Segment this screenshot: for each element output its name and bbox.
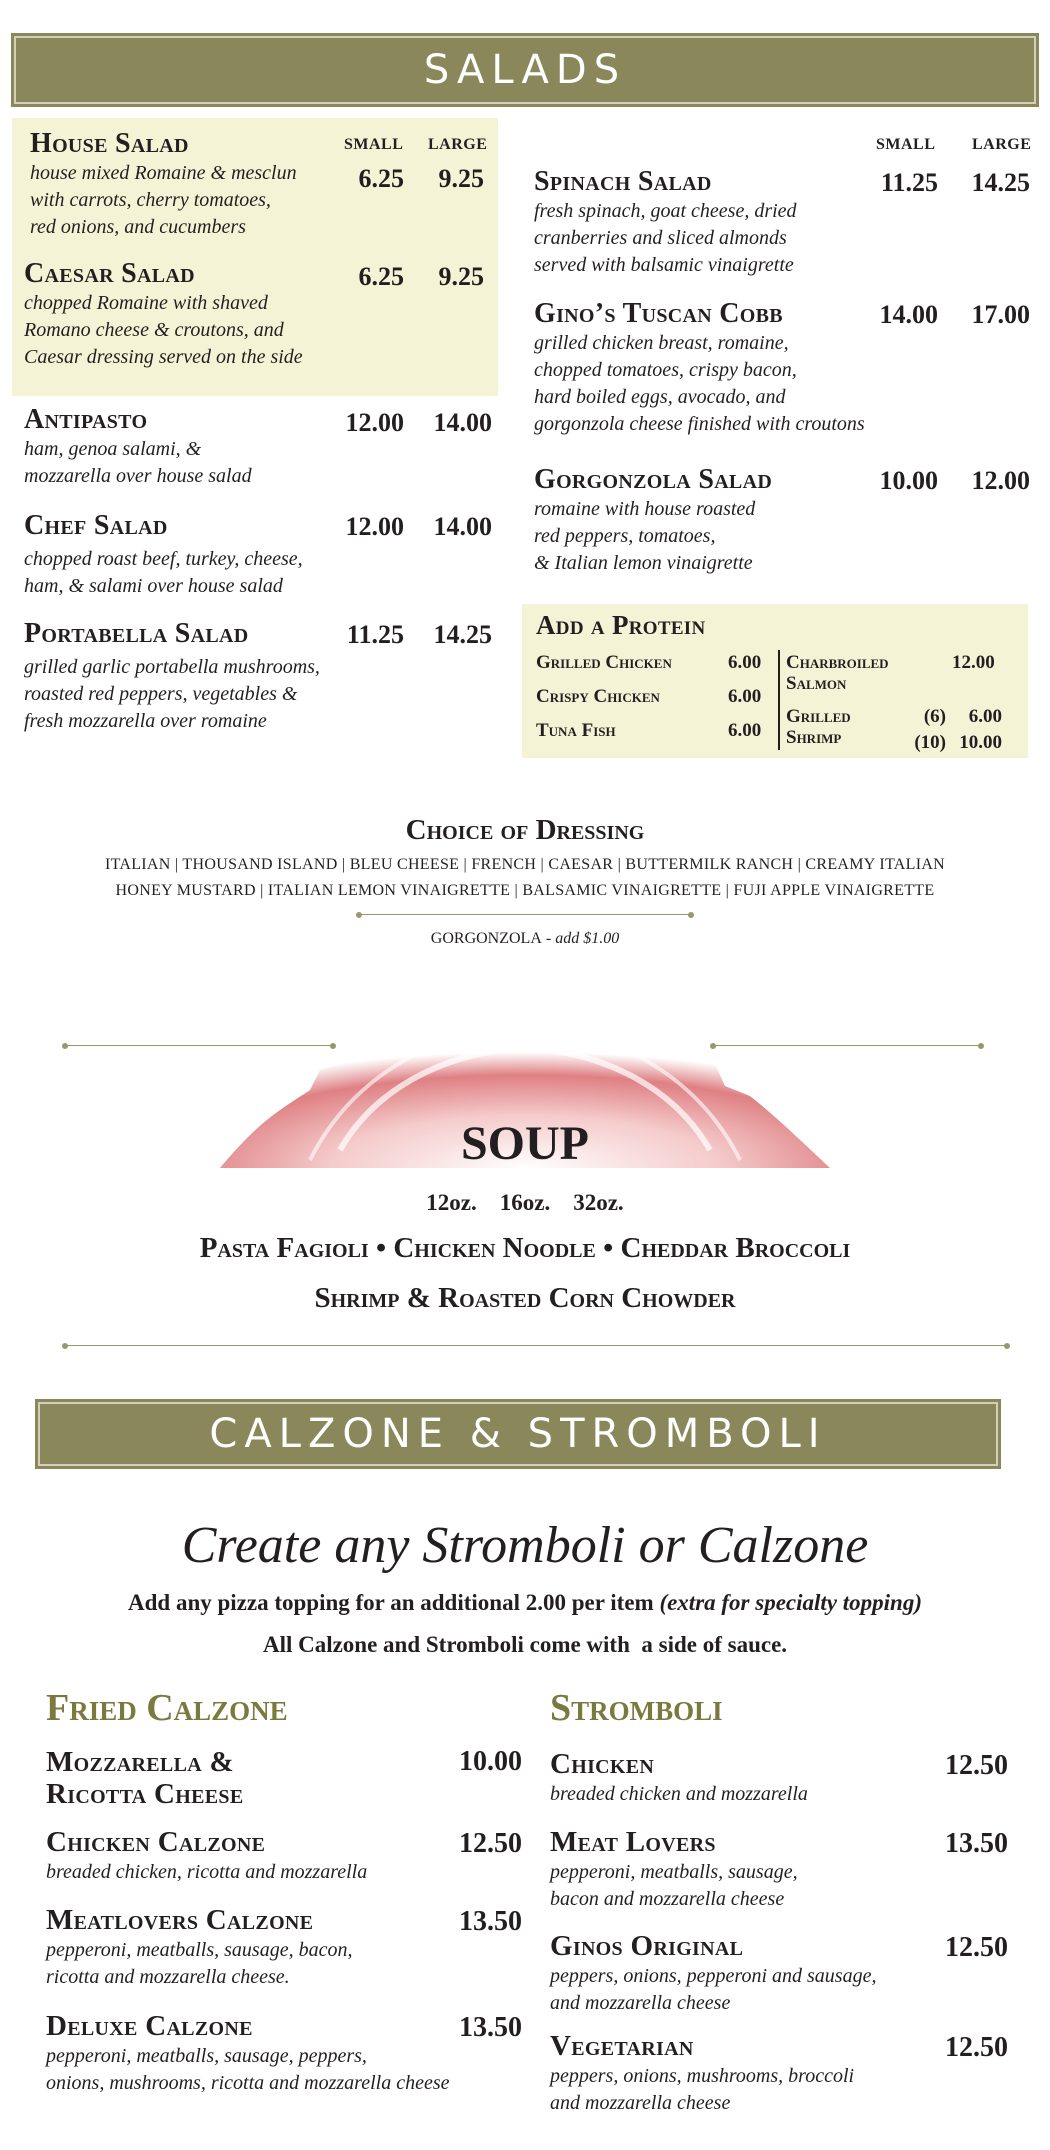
right-large-header: LARGE [972,136,1032,153]
rule-dot [330,1043,336,1049]
soup-bottom-rule [64,1345,1008,1346]
protein-shrimp-price: 10.00 [959,732,1002,753]
calzone-headline: Create any Stromboli or Calzone [181,1517,869,1574]
salad-price-small: 6.25 [358,262,404,291]
salad-price-small: 6.25 [358,164,404,193]
soup-left-rule [64,1045,334,1046]
calzone-desc: pepperoni, meatballs, sausage, peppers, onions, mushrooms, ricotta and mozzarella cheese [46,2045,450,2094]
calzone-note-2: All Calzone and Stromboli come with a side of sauce. [262,1632,788,1657]
stromboli-desc: breaded chicken and mozzarella [550,1783,808,1805]
salad-desc: grilled chicken breast, romaine, chopped tomatoes, crispy bacon, hard boiled eggs, avocado, and gorgonzola cheese finished with croutons [534,332,865,435]
calzone-note-1: Add any pizza topping for an additional 2.00 per item (extra for specialty topping) [128,1590,922,1615]
left-small-header: SMALL [344,136,404,153]
salad-price-small: 10.00 [879,466,938,495]
calzone-item [46,1826,367,1886]
salad-name: Portabella Salad [24,618,249,649]
salad-desc: romaine with house roasted red peppers, tomatoes, & Italian lemon vinaigrette [534,498,756,574]
salad-price-small: 12.00 [345,408,404,437]
salad-price-small: 11.25 [346,620,404,649]
calzone-name: Meatlovers Calzone [46,1904,314,1936]
soup-line-2: Shrimp & Roasted Corn Chowder [314,1282,736,1314]
protein-shrimp-price: 6.00 [968,706,1002,727]
salad-desc: fresh spinach, goat cheese, dried cranberries and sliced almonds served with balsamic vinaigrette [534,200,797,276]
dressing-extra: GORGONZOLA - add $1.00 [430,930,620,947]
salad-name: Gorgonzola Salad [534,464,773,495]
protein-salmon-name: Charbroiled Salmon [786,652,889,694]
calzone-price: 13.50 [459,2012,522,2043]
salad-desc: chopped Romaine with shaved Romano cheese & croutons, and Caesar dressing served on the side [24,292,303,368]
protein-item-price: 6.00 [728,652,762,673]
calzone-banner-title: CALZONE & STROMBOLI [209,1411,827,1457]
dressing-title: Choice of Dressing [405,814,645,846]
protein-item-price: 6.00 [728,720,762,741]
protein-divider [778,650,780,750]
rule-dot [1004,1343,1010,1349]
salad-name: Caesar Salad [24,258,195,289]
salad-name: Spinach Salad [534,166,712,197]
salad-name: Chef Salad [24,510,168,541]
stromboli-name: Chicken [550,1748,655,1780]
fried-calzone-title: Fried Calzone [46,1687,288,1729]
calzone-desc: breaded chicken, ricotta and mozzarella [46,1861,368,1883]
soup-title: SOUP [460,1117,589,1170]
salad-price-small: 12.00 [345,512,404,541]
salad-price-large: 9.25 [438,262,484,291]
stromboli-desc: peppers, onions, pepperoni and sausage, and mozzarella cheese [550,1965,877,2014]
stromboli-price: 12.50 [945,1932,1008,1963]
protein-shrimp-qty: (10) [914,732,946,753]
protein-salmon-price: 12.00 [952,652,995,673]
salads-banner [14,36,1036,104]
rule-dot [62,1043,68,1049]
dressing-line-1: ITALIAN | THOUSAND ISLAND | BLEU CHEESE | FRENCH | CAESAR | BUTTERMILK RANCH | CREAMY ITALIAN [104,856,946,873]
salad-name: Gino’s Tuscan Cobb [534,298,783,329]
stromboli-price: 12.50 [945,1750,1008,1781]
salad-price-large: 17.00 [971,300,1030,329]
stromboli-name: Meat Lovers [550,1826,716,1858]
salad-desc: grilled garlic portabella mushrooms, roasted red peppers, vegetables & fresh mozzarella over romaine [24,656,320,732]
stromboli-price: 12.50 [945,2032,1008,2063]
stromboli-item [550,2030,854,2117]
salad-price-small: 14.00 [879,300,938,329]
stromboli-item [550,1748,808,1808]
calzone-price: 12.50 [459,1828,522,1859]
dressing-rule [358,914,692,915]
calzone-name: Chicken Calzone [46,1826,266,1858]
calzone-name: Deluxe Calzone [46,2010,253,2042]
salad-price-large: 14.00 [433,408,492,437]
stromboli-item [550,1826,798,1913]
rule-dot [356,912,362,918]
calzone-name: Mozzarella & Ricotta Cheese [46,1746,244,1810]
calzone-item [46,2010,450,2097]
protein-item-name: Grilled Chicken [536,652,672,673]
stromboli-desc: peppers, onions, mushrooms, broccoli and mozzarella cheese [550,2065,855,2114]
stromboli-name: Vegetarian [550,2030,694,2062]
soup-right-rule [712,1045,982,1046]
calzone-price: 13.50 [459,1906,522,1937]
calzone-banner [38,1402,998,1466]
salad-desc: house mixed Romaine & mesclun with carrots, cherry tomatoes, red onions, and cucumbers [30,162,297,238]
salad-price-large: 14.25 [433,620,492,649]
protein-item-name: Tuna Fish [536,720,616,741]
rule-dot [62,1343,68,1349]
protein-shrimp-qty: (6) [923,706,946,727]
salad-price-large: 12.00 [971,466,1030,495]
soup-line-1: Pasta Fagioli • Chicken Noodle • Cheddar Broccoli [199,1232,851,1264]
calzone-item [46,1904,352,1991]
stromboli-item [550,1930,876,2017]
protein-title: Add a Protein [536,610,706,640]
stromboli-price: 13.50 [945,1828,1008,1859]
salad-price-small: 11.25 [880,168,938,197]
dressing-line-2: HONEY MUSTARD | ITALIAN LEMON VINAIGRETTE | BALSAMIC VINAIGRETTE | FUJI APPLE VINAIGRETTE [115,882,935,899]
stromboli-desc: pepperoni, meatballs, sausage, bacon and mozzarella cheese [550,1861,798,1910]
soup-sizes: 12oz. 16oz. 32oz. [426,1190,624,1215]
salad-name: Antipasto [24,404,148,435]
rule-dot [978,1043,984,1049]
salad-desc: chopped roast beef, turkey, cheese, ham, & salami over house salad [24,548,303,597]
stromboli-name: Ginos Original [550,1930,744,1962]
protein-item-name: Crispy Chicken [536,686,660,707]
rule-dot [710,1043,716,1049]
salads-banner-title: SALADS [423,47,627,93]
rule-dot [688,912,694,918]
salad-price-large: 14.25 [971,168,1030,197]
protein-item-price: 6.00 [728,686,762,707]
salad-price-large: 14.00 [433,512,492,541]
salad-price-large: 9.25 [438,164,484,193]
calzone-desc: pepperoni, meatballs, sausage, bacon, ricotta and mozzarella cheese. [46,1939,353,1988]
calzone-price: 10.00 [459,1746,522,1777]
salad-desc: ham, genoa salami, & mozzarella over house salad [24,438,252,487]
right-small-header: SMALL [876,136,936,153]
protein-shrimp-name: Grilled Shrimp [786,706,851,748]
left-large-header: LARGE [428,136,488,153]
salad-name: House Salad [30,128,189,159]
stromboli-title: Stromboli [550,1687,723,1729]
